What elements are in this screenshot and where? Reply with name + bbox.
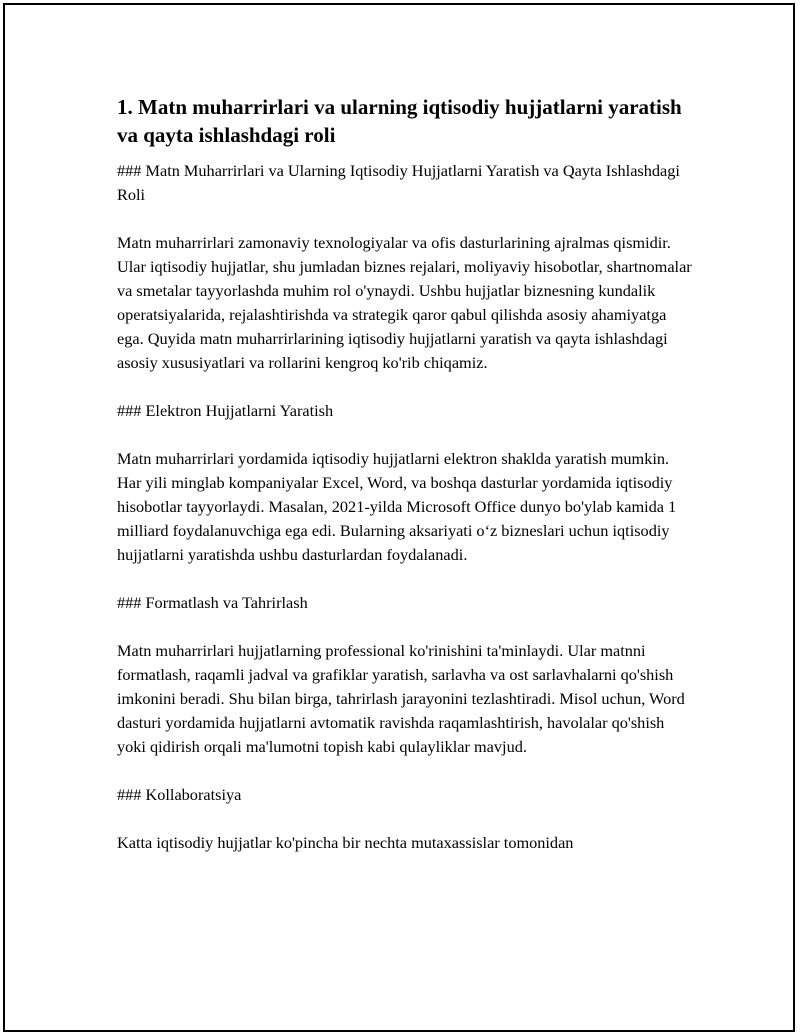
section-heading-formatlash: ### Formatlash va Tahrirlash — [117, 593, 308, 612]
section-heading-main: ### Matn Muharrirlari va Ularning Iqtisodiy Hujjatlarni Yaratish va Qayta Ishlashdagi Roli — [117, 161, 680, 204]
document-body — [117, 93, 697, 879]
paragraph-formatlash: Matn muharrirlari hujjatlarning professional ko'rinishini ta'minlaydi. Ular matnni formatlash, raqamli jadval va grafiklar yaratish, sarlavha va ost sarlavhalarni qo'shish imkonini beradi. Shu bilan birga, tahrirlash jarayonini tezlashtiradi. Misol uchun, Word dasturi yordamida hujjatlarni avtomatik ravishda raqamlashtirish, havolalar qo'shish yoki qidirish orqali ma'lumotni topish kabi qulayliklar mavjud. — [117, 641, 685, 756]
section-heading-kollaboratsiya: ### Kollaboratsiya — [117, 785, 242, 804]
paragraph-elektron: Matn muharrirlari yordamida iqtisodiy hujjatlarni elektron shaklda yaratish mumkin. Har yili minglab kompaniyalar Excel, Word, va boshqa dasturlar yordamida iqtisodiy hisobotlar tayyorlaydi. Masalan, 2021-yilda Microsoft Office dunyo bo'ylab kamida 1 milliard foydalanuvchiga ega edi. Bularning aksariyati o‘z bizneslari uchun iqtisodiy hujjatlarni yaratishda ushbu dasturlardan foydalanadi. — [117, 449, 677, 564]
document-title: 1. Matn muharrirlari va ularning iqtisodiy hujjatlarni yaratish va qayta ishlashdagi roli — [117, 95, 682, 147]
paragraph-kollaboratsiya: Katta iqtisodiy hujjatlar ko'pincha bir nechta mutaxassislar tomonidan — [117, 833, 574, 852]
section-heading-elektron: ### Elektron Hujjatlarni Yaratish — [117, 401, 334, 420]
paragraph-intro: Matn muharrirlari zamonaviy texnologiyalar va ofis dasturlarining ajralmas qismidir. Ular iqtisodiy hujjatlar, shu jumladan biznes rejalari, moliyaviy hisobotlar, shartnomalar va smetalar tayyorlashda muhim rol o'ynaydi. Ushbu hujjatlar biznesning kundalik operatsiyalarida, rejalashtirishda va strategik qaror qabul qilishda asosiy ahamiyatga ega. Quyida matn muharrirlarining iqtisodiy hujjatlarni yaratish va qayta ishlashdagi asosiy xususiyatlari va rollarini kengroq ko'rib chiqamiz. — [117, 233, 692, 372]
